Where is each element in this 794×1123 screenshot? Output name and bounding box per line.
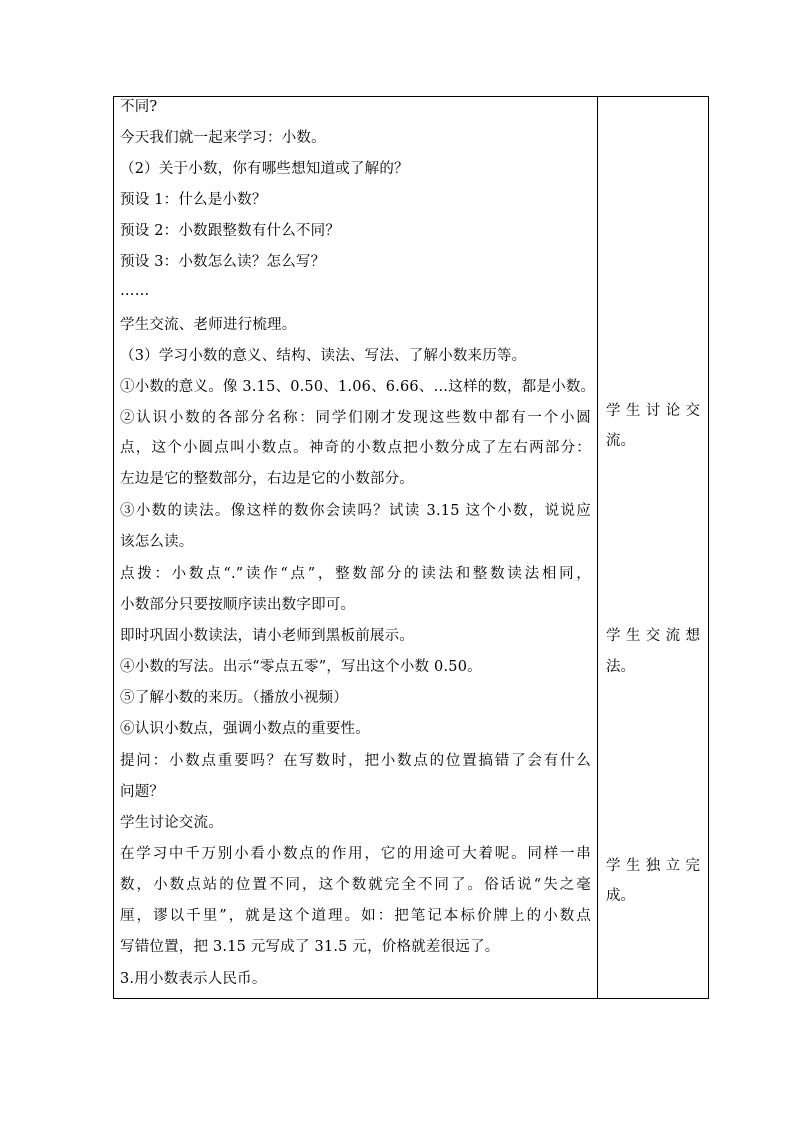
text-line: ④小数的写法。出示“零点五零”，写出这个小数 0.50。 [120,659,482,675]
teaching-process-cell [114,97,598,998]
text-line: 点拨：小数点“.”读作“点”，整数部分的读法和整数读法相同， [120,566,591,582]
text-line: ②认识小数的各部分名称：同学们刚才发现这些数中都有一个小圆 [120,410,591,426]
text-line: 学生讨论交流。 [120,815,223,831]
text-line: ⑥认识小数点，强调小数点的重要性。 [120,721,370,737]
text-line: （2）关于小数，你有哪些想知道或了解的？ [120,161,409,177]
text-line: ①小数的意义。像 3.15、0.50、1.06、6.66、…这样的数，都是小数。 [120,379,596,395]
text-line: 厘，谬以千里”，就是这个道理。如：把笔记本标价牌上的小数点 [120,908,591,924]
text-line: 今天我们就一起来学习：小数。 [120,130,326,146]
side-note-line: 学生讨论交 [606,403,700,419]
text-line: 点，这个小圆点叫小数点。神奇的小数点把小数分成了左右两部分： [120,440,591,456]
text-line: 即时巩固小数读法，请小老师到黑板前展示。 [120,628,414,644]
side-note-line: 流。 [606,433,635,449]
text-line: 不同? [120,99,158,115]
text-line: 预设 3：小数怎么读？怎么写？ [120,254,326,270]
text-line: 在学习中千万别小看小数点的作用，它的用途可大着呢。同样一串 [120,846,591,862]
text-line: 小数部分只要按顺序读出数字即可。 [120,597,356,613]
side-note-line: 学生交流想 [606,628,700,644]
side-note-line: 成。 [606,888,635,904]
text-line: 学生交流、老师进行梳理。 [120,317,297,333]
text-line: 3.用小数表示人民币。 [120,971,267,987]
lesson-table [113,96,709,999]
text-line: ⑤了解小数的来历。（播放小视频） [120,690,348,706]
text-line: 提问：小数点重要吗？在写数时，把小数点的位置搞错了会有什么 [120,753,591,769]
side-note-line: 法。 [606,659,635,675]
text-line: …… [120,283,150,299]
student-activity-cell [598,97,708,998]
text-line: 预设 1：什么是小数？ [120,192,267,208]
text-line: （3）学习小数的意义、结构、读法、写法、了解小数来历等。 [120,348,527,364]
text-line: 预设 2：小数跟整数有什么不同？ [120,223,341,239]
text-line: 该怎么读。 [120,534,194,550]
text-line: 左边是它的整数部分，右边是它的小数部分。 [120,471,414,487]
text-line: 问题？ [120,784,165,800]
text-line: 数，小数点站的位置不同，这个数就完全不同了。俗话说“失之毫 [120,877,591,893]
side-note-line: 学生独立完 [606,858,700,874]
text-line: ③小数的读法。像这样的数你会读吗？试读 3.15 这个小数，说说应 [120,503,591,519]
text-line: 写错位置，把 3.15 元写成了 31.5 元，价格就差很远了。 [120,939,500,955]
